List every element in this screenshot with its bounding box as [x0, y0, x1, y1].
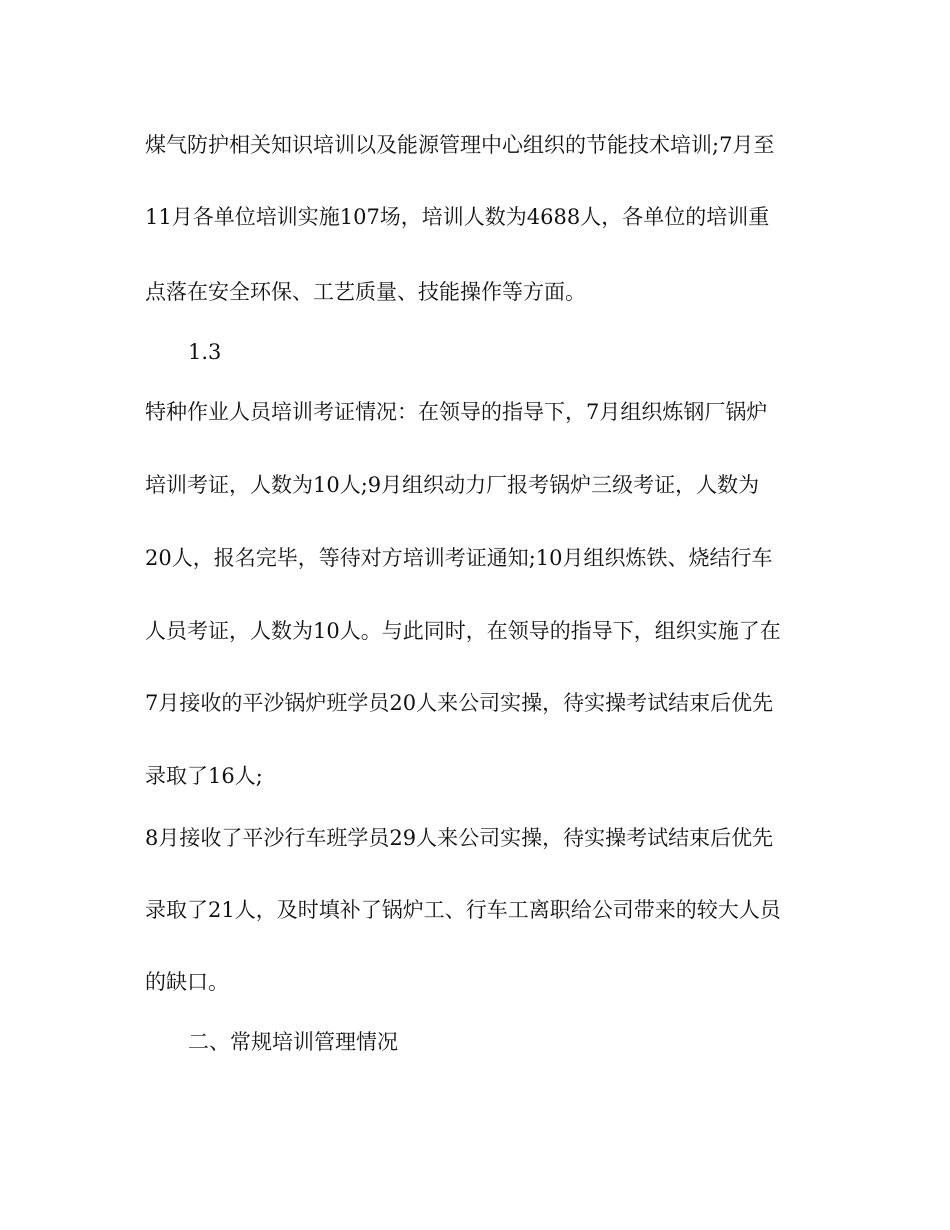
paragraph-line: 人员考证，人数为10人。与此同时，在领导的指导下，组织实施了在: [145, 619, 781, 643]
paragraph-line: 煤气防护相关知识培训以及能源管理中心组织的节能技术培训;7月至: [145, 133, 775, 157]
paragraph-line: 特种作业人员培训考证情况：在领导的指导下，7月组织炼钢厂锅炉: [145, 400, 768, 424]
paragraph-line: 20人，报名完毕，等待对方培训考证通知;10月组织炼铁、烧结行车: [145, 546, 773, 570]
paragraph-line: 培训考证，人数为10人;9月组织动力厂报考锅炉三级考证，人数为: [145, 473, 760, 497]
paragraph-line: 11月各单位培训实施107场，培训人数为4688人，各单位的培训重: [145, 205, 770, 229]
paragraph-line: 录取了21人，及时填补了锅炉工、行车工离职给公司带来的较大人员: [145, 898, 781, 922]
paragraph-line: 的缺口。: [145, 970, 229, 994]
paragraph-line: 7月接收的平沙锅炉班学员20人来公司实操，待实操考试结束后优先: [145, 691, 774, 715]
paragraph-line: 8月接收了平沙行车班学员29人来公司实操，待实操考试结束后优先: [145, 826, 774, 850]
paragraph-line: 录取了16人;: [145, 764, 263, 788]
paragraph-line: 点落在安全环保、工艺质量、技能操作等方面。: [145, 280, 586, 304]
section-heading: 二、常规培训管理情况: [188, 1030, 398, 1054]
section-number: 1.3: [188, 340, 222, 364]
